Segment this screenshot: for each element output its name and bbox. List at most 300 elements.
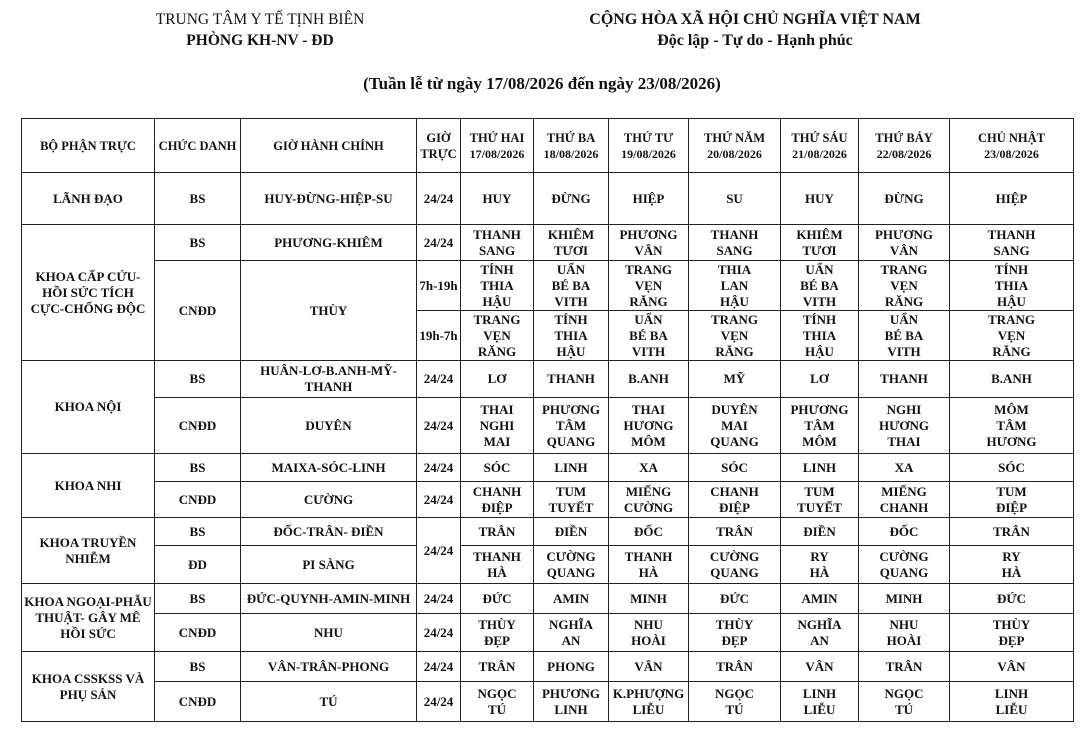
shift-staff-cell [950, 173, 1074, 225]
staff-name: PHƯƠNG [874, 226, 933, 242]
staff-name: VITH [631, 343, 666, 359]
staff-title-cell: BS [155, 454, 241, 482]
day-name: THỨ BẢY [875, 130, 933, 145]
staff-name: TRANG [711, 311, 758, 327]
shift-staff-cell [609, 482, 689, 518]
shift-staff-cell [689, 361, 781, 398]
shift-staff-cell [950, 261, 1074, 311]
shift-staff-cell [689, 518, 781, 546]
staff-name: THIA [994, 277, 1029, 293]
staff-name: RĂNG [629, 293, 668, 309]
staff-name: LIỄU [803, 701, 836, 717]
day-name: THỨ HAI [469, 130, 525, 145]
staff-name: VITH [887, 343, 921, 359]
staff-name: VÂN [889, 242, 919, 258]
staff-name: TÍNH [994, 261, 1029, 277]
shift-staff-cell [950, 225, 1074, 261]
staff-name: TUM [555, 483, 587, 499]
shift-staff-cell [781, 454, 859, 482]
table-row [22, 361, 1074, 398]
staff-name: PHƯƠNG [541, 685, 600, 701]
staff-title-cell: BS [155, 584, 241, 614]
staff-name: MAI [483, 433, 511, 449]
office-hours-cell: PHƯƠNG-KHIÊM [241, 225, 417, 261]
shift-staff-cell [950, 518, 1074, 546]
staff-name: THANH [547, 371, 595, 386]
table-row [22, 584, 1074, 614]
shift-staff-cell [609, 361, 689, 398]
shift-staff-cell [859, 614, 950, 652]
staff-name: BÉ BA [629, 327, 668, 343]
staff-name: TÂM [996, 417, 1027, 433]
shift-staff-cell [950, 682, 1074, 722]
staff-title-cell: BS [155, 652, 241, 682]
staff-name: UẨN [805, 261, 834, 277]
office-hours-cell: MAIXA-SÓC-LINH [241, 454, 417, 482]
day-name: THỨ BA [546, 130, 596, 145]
shift-staff-cell [781, 261, 859, 311]
shift-staff-cell [461, 546, 534, 584]
staff-name: MÔM [994, 401, 1029, 417]
staff-name: TÚ [725, 701, 744, 717]
staff-name: TƯƠI [802, 242, 837, 258]
staff-name: TRÂN [478, 658, 516, 674]
shift-staff-cell [461, 682, 534, 722]
table-row [22, 546, 1074, 584]
staff-name: ĐỐC [889, 523, 919, 539]
staff-name: BÉ BA [884, 327, 924, 343]
staff-name: BÉ BA [800, 277, 839, 293]
table-header-row [22, 119, 1074, 173]
shift-staff-cell [689, 482, 781, 518]
staff-name: HOÀI [631, 632, 666, 648]
duty-hours-cell: 24/24 [417, 518, 461, 584]
day-date: 19/08/2026 [621, 146, 676, 161]
duty-hours-cell: 24/24 [417, 173, 461, 225]
staff-name: LINH [802, 685, 837, 701]
staff-name: HÀ [809, 564, 830, 580]
day-name: THỨ NĂM [704, 130, 765, 145]
staff-name: TÂM [804, 417, 835, 433]
department-cell: LÃNH ĐẠO [22, 173, 155, 225]
column-header-title: CHỨC DANH [155, 119, 241, 173]
department-cell: KHOA TRUYỀN NHIỄM [22, 518, 155, 584]
shift-staff-cell [859, 173, 950, 225]
staff-name: LINH [802, 459, 837, 475]
staff-name: BÉ BA [551, 277, 591, 293]
duty-hours-cell: 24/24 [417, 614, 461, 652]
staff-name: UẨN [889, 311, 919, 327]
shift-staff-cell [609, 225, 689, 261]
shift-staff-cell [461, 361, 534, 398]
staff-name: PHƯƠNG [619, 226, 678, 242]
staff-name: ĐỨC [719, 590, 750, 606]
shift-staff-cell [689, 546, 781, 584]
staff-title-cell: CNĐD [155, 614, 241, 652]
staff-name: ĐIỀN [803, 523, 836, 539]
staff-name: XA [894, 459, 914, 475]
column-header-day [950, 119, 1074, 173]
shift-staff-cell [534, 173, 609, 225]
day-date: 23/08/2026 [984, 146, 1039, 161]
staff-name: LIỄU [632, 701, 665, 717]
column-header-day [689, 119, 781, 173]
staff-name: DUYÊN [711, 401, 758, 417]
staff-name: HUY [805, 190, 834, 206]
shift-staff-cell [461, 398, 534, 454]
staff-name: CƯỜNG [709, 548, 760, 564]
staff-name: PHƯƠNG [790, 401, 849, 417]
shift-staff-cell [534, 546, 609, 584]
department-cell: KHOA NHI [22, 454, 155, 518]
shift-staff-cell [859, 652, 950, 682]
staff-name: HÀ [638, 564, 659, 580]
shift-staff-cell [689, 454, 781, 482]
shift-staff-cell [859, 225, 950, 261]
shift-staff-cell [534, 518, 609, 546]
shift-staff-cell [534, 311, 609, 361]
staff-name: LIỄU [995, 701, 1028, 717]
staff-name: HẬU [482, 293, 512, 309]
staff-name: THÙY [992, 616, 1031, 632]
shift-staff-cell [461, 518, 534, 546]
office-hours-cell: NHU [241, 614, 417, 652]
staff-name: NGỌC [884, 685, 924, 701]
shift-staff-cell [689, 225, 781, 261]
office-hours-cell: THÙY [241, 261, 417, 361]
staff-name: TÍNH [554, 311, 588, 327]
staff-name: QUANG [710, 433, 759, 449]
shift-staff-cell [609, 398, 689, 454]
staff-name: RĂNG [715, 343, 754, 359]
staff-name: SU [726, 190, 743, 206]
shift-staff-cell [781, 225, 859, 261]
column-header-day [859, 119, 950, 173]
shift-staff-cell [689, 652, 781, 682]
shift-staff-cell [950, 584, 1074, 614]
staff-name: MỸ [723, 371, 746, 386]
column-header-day [781, 119, 859, 173]
staff-name: CƯỜNG [623, 499, 674, 515]
shift-staff-cell [859, 261, 950, 311]
shift-staff-cell [781, 518, 859, 546]
staff-name: B.ANH [991, 371, 1032, 386]
shift-staff-cell [781, 546, 859, 584]
organization-name: TRUNG TÂM Y TẾ TỊNH BIÊN [155, 11, 365, 28]
shift-staff-cell [461, 173, 534, 225]
office-hours-cell: PI SÀNG [241, 546, 417, 584]
staff-title-cell: BS [155, 225, 241, 261]
shift-staff-cell [781, 173, 859, 225]
staff-name: VITH [554, 293, 588, 309]
staff-name: NGHI [886, 401, 922, 417]
staff-name: HIỆP [995, 190, 1028, 206]
staff-name: VẸN [483, 327, 511, 343]
shift-staff-cell [689, 398, 781, 454]
shift-staff-cell [859, 398, 950, 454]
staff-name: THANH [473, 548, 521, 564]
duty-schedule-table [21, 118, 1074, 722]
shift-staff-cell [461, 614, 534, 652]
staff-name: THAI [887, 433, 921, 449]
staff-name: TRÂN [993, 523, 1030, 539]
office-hours-cell: HUY-ĐỪNG-HIỆP-SU [241, 173, 417, 225]
staff-name: THAI [480, 401, 514, 417]
column-header-day [461, 119, 534, 173]
duty-hours-cell: 24/24 [417, 225, 461, 261]
staff-name: LINH [994, 685, 1029, 701]
country-name: CỘNG HÒA XÃ HỘI CHỦ NGHĨA VIỆT NAM [589, 11, 921, 28]
staff-name: LƠ [810, 371, 829, 386]
national-motto: Độc lập - Tự do - Hạnh phúc [657, 32, 853, 49]
staff-name: NGHĨA [797, 616, 842, 632]
day-date: 22/08/2026 [876, 146, 932, 161]
staff-name: HƯƠNG [878, 417, 930, 433]
staff-name: TÍNH [480, 261, 514, 277]
shift-staff-cell [859, 546, 950, 584]
staff-name: TRANG [473, 311, 521, 327]
staff-name: KHIÊM [796, 226, 843, 242]
table-row [22, 261, 1074, 311]
staff-title-cell: CNĐD [155, 682, 241, 722]
staff-title-cell: ĐD [155, 546, 241, 584]
staff-name: ĐỪNG [884, 190, 924, 206]
staff-name: THANH [880, 371, 928, 386]
shift-staff-cell [689, 614, 781, 652]
duty-hours-cell: 24/24 [417, 361, 461, 398]
staff-name: THIA [802, 327, 837, 343]
shift-staff-cell [609, 546, 689, 584]
staff-name: RĂNG [992, 343, 1031, 359]
department-cell: KHOA CSSKSS VÀ PHỤ SẢN [22, 652, 155, 722]
staff-name: THÙY [478, 616, 516, 632]
shift-staff-cell [950, 614, 1074, 652]
staff-name: TRANG [880, 261, 928, 277]
staff-name: MAI [721, 417, 748, 433]
staff-name: NGHĨA [548, 616, 594, 632]
staff-name: MINH [885, 590, 923, 606]
staff-name: HƯƠNG [986, 433, 1037, 449]
shift-staff-cell [609, 614, 689, 652]
shift-staff-cell [859, 584, 950, 614]
staff-name: CHANH [472, 483, 522, 499]
staff-name: VÂN [634, 242, 663, 258]
day-date: 17/08/2026 [469, 146, 525, 161]
shift-staff-cell [950, 454, 1074, 482]
department-cell: KHOA CẤP CỨU-HỒI SỨC TÍCH CỰC-CHỐNG ĐỘC [22, 225, 155, 361]
shift-staff-cell [534, 225, 609, 261]
staff-name: B.ANH [628, 371, 669, 386]
staff-name: CHANH [710, 483, 759, 499]
staff-name: AMIN [552, 590, 590, 606]
staff-name: TRANG [625, 261, 672, 277]
office-hours-cell: HUÂN-LƠ-B.ANH-MỸ-THANH [241, 361, 417, 398]
staff-name: TRÂN [478, 523, 516, 539]
staff-name: AMIN [801, 590, 838, 606]
staff-name: MÔM [802, 433, 837, 449]
office-hours-cell: ĐỐC-TRÂN- ĐIỀN [241, 518, 417, 546]
day-name: THỨ SÁU [791, 130, 848, 145]
staff-name: THÙY [715, 616, 754, 632]
shift-staff-cell [950, 482, 1074, 518]
shift-staff-cell [950, 546, 1074, 584]
column-header-day [609, 119, 689, 173]
shift-staff-cell [534, 454, 609, 482]
staff-name: RY [1002, 548, 1021, 564]
staff-name: RĂNG [477, 343, 517, 359]
shift-staff-cell [534, 398, 609, 454]
staff-name: HƯƠNG [623, 417, 674, 433]
staff-name: AN [810, 632, 829, 648]
shift-staff-cell [609, 173, 689, 225]
table-row [22, 682, 1074, 722]
shift-staff-cell [461, 584, 534, 614]
staff-name: SANG [716, 242, 753, 258]
staff-name: THIA [717, 261, 752, 277]
staff-name: ĐỐC [634, 523, 663, 539]
shift-staff-cell [950, 652, 1074, 682]
office-hours-cell: TÚ [241, 682, 417, 722]
staff-name: THANH [710, 226, 759, 242]
national-header [540, 9, 970, 51]
staff-name: LINH [554, 459, 588, 475]
staff-name: HÀ [1001, 564, 1022, 580]
duty-hours-cell: 24/24 [417, 652, 461, 682]
shift-staff-cell [534, 261, 609, 311]
staff-name: TƯƠI [553, 242, 589, 258]
staff-name: ĐỨC [482, 590, 512, 606]
staff-name: HẬU [720, 293, 749, 309]
table-row [22, 454, 1074, 482]
staff-name: HIỆP [632, 190, 665, 206]
staff-name: TÚ [487, 701, 507, 717]
shift-staff-cell [609, 652, 689, 682]
staff-title-cell: CNĐD [155, 261, 241, 361]
staff-name: HUY [482, 190, 512, 206]
staff-name: TÚ [894, 701, 914, 717]
office-hours-cell: VÂN-TRÂN-PHONG [241, 652, 417, 682]
staff-title-cell: BS [155, 518, 241, 546]
shift-staff-cell [859, 311, 950, 361]
staff-name: ĐỪNG [551, 190, 591, 206]
shift-staff-cell [689, 173, 781, 225]
day-date: 21/08/2026 [792, 146, 847, 161]
staff-title-cell: CNĐD [155, 482, 241, 518]
staff-name: NGỌC [715, 685, 754, 701]
week-range-title: (Tuần lễ từ ngày 17/08/2026 đến ngày 23/08/2026) [363, 74, 721, 93]
table-row [22, 518, 1074, 546]
staff-name: CHANH [879, 499, 929, 515]
staff-name: SÓC [483, 459, 511, 475]
shift-staff-cell [534, 584, 609, 614]
staff-name: VẸN [634, 277, 663, 293]
shift-staff-cell [609, 682, 689, 722]
staff-name: MINH [630, 590, 667, 606]
table-row [22, 398, 1074, 454]
staff-name: XA [639, 459, 658, 475]
shift-staff-cell [609, 454, 689, 482]
staff-name: TRANG [988, 311, 1035, 327]
staff-name: KHIÊM [547, 226, 595, 242]
shift-staff-cell [950, 361, 1074, 398]
staff-name: UẨN [634, 311, 663, 327]
staff-title-cell: BS [155, 361, 241, 398]
staff-name: TRÂN [716, 658, 753, 674]
shift-staff-cell [534, 682, 609, 722]
day-date: 18/08/2026 [543, 146, 599, 161]
staff-name: VẸN [890, 277, 918, 293]
staff-name: VITH [802, 293, 837, 309]
duty-hours-cell: 24/24 [417, 398, 461, 454]
table-row [22, 173, 1074, 225]
staff-name: THIA [554, 327, 588, 343]
duty-hours-cell: 24/24 [417, 584, 461, 614]
shift-staff-cell [781, 398, 859, 454]
shift-staff-cell [781, 652, 859, 682]
staff-name: NHU [889, 616, 919, 632]
column-header-duty-hours: GIỜ TRỰC [417, 119, 461, 173]
shift-staff-cell [534, 614, 609, 652]
day-name: CHỦ NHẬT [977, 130, 1046, 145]
shift-staff-cell [781, 361, 859, 398]
shift-staff-cell [609, 261, 689, 311]
staff-name: RY [810, 548, 829, 564]
staff-name: TÍNH [802, 311, 837, 327]
staff-name: PHONG [547, 658, 595, 674]
staff-name: AN [561, 632, 581, 648]
shift-staff-cell [461, 311, 534, 361]
shift-staff-cell [781, 614, 859, 652]
shift-staff-cell [609, 311, 689, 361]
staff-name: VẸN [997, 327, 1026, 343]
staff-name: THANH [624, 548, 673, 564]
column-header-dept: BỘ PHẬN TRỰC [22, 119, 155, 173]
staff-name: HẬU [997, 293, 1026, 309]
department-name: PHÒNG KH-NV - ĐD [186, 32, 334, 49]
staff-name: HẬU [805, 343, 834, 359]
staff-name: PHƯƠNG [541, 401, 600, 417]
staff-name: VÂN [997, 658, 1026, 674]
shift-staff-cell [461, 261, 534, 311]
shift-staff-cell [609, 584, 689, 614]
staff-name: HẬU [556, 343, 586, 359]
duty-hours-cell: 19h-7h [417, 311, 461, 361]
staff-title-cell: BS [155, 173, 241, 225]
staff-name: TRÂN [885, 658, 923, 674]
day-name: THỨ TƯ [623, 130, 674, 145]
shift-staff-cell [461, 454, 534, 482]
shift-staff-cell [609, 518, 689, 546]
staff-name: TRÂN [716, 523, 753, 539]
staff-name: QUANG [710, 564, 759, 580]
staff-name: TÂM [555, 417, 587, 433]
staff-title-cell: CNĐD [155, 398, 241, 454]
column-header-day [534, 119, 609, 173]
shift-staff-cell [781, 482, 859, 518]
staff-name: SÓC [998, 459, 1025, 475]
staff-name: NGHI [479, 417, 515, 433]
shift-staff-cell [781, 682, 859, 722]
staff-name: VẸN [720, 327, 749, 343]
department-cell: KHOA NỘI [22, 361, 155, 454]
duty-hours-cell: 7h-19h [417, 261, 461, 311]
staff-name: RĂNG [884, 293, 924, 309]
shift-staff-cell [689, 584, 781, 614]
shift-staff-cell [950, 311, 1074, 361]
shift-staff-cell [689, 261, 781, 311]
staff-name: MIẾNG [881, 483, 927, 499]
staff-name: ĐẸP [998, 632, 1025, 648]
